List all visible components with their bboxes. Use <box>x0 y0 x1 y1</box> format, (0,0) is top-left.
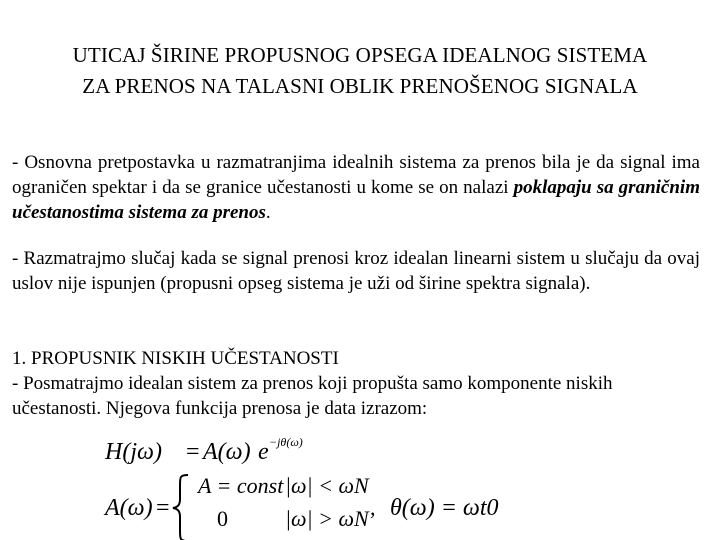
section-line-2: učestanosti. Njegova funkcija prenosa je data izrazom: <box>12 398 428 419</box>
section-line-1: - Posmatrajmo idealan sistem za prenos koji propušta samo komponente niskih <box>12 373 613 394</box>
formula-H-A: A(ω) <box>203 439 251 465</box>
formula-H-exponent: −jθ(ω) <box>269 435 303 449</box>
paragraph-assumption-end: . <box>265 202 271 223</box>
formula-svg <box>0 425 720 540</box>
paragraph-assumption <box>12 150 700 225</box>
paragraph-case: - Razmatrajmo slučaj kada se signal prenosi kroz idealan linearni sistem u slučaju da ovaj uslov nije ispunjen (propusni opseg sistema je uži od širine spektra signala). <box>12 248 700 294</box>
formula-case1-value: A = const <box>198 473 284 498</box>
paragraph-assumption-text: - Osnovna pretpostavka u razmatranjima idealnih sistema za prenos bila je da signal ima ograničen spektar i da se granice učestanosti u kome se on nalazi <box>12 152 700 198</box>
formula-A-lhs: A(ω) <box>105 495 153 521</box>
formula-A-eq: = <box>156 495 170 521</box>
title-line-2: ZA PRENOS NA TALASNI OBLIK PRENOŠENOG SIGNALA <box>82 74 638 98</box>
title-line-1: UTICAJ ŠIRINE PROPUSNOG OPSEGA IDEALNOG SISTEMA <box>72 43 648 67</box>
formula-H-e: e <box>258 439 269 465</box>
cases-brace-icon <box>173 475 188 540</box>
formula-H-lhs: H(jω) <box>105 439 162 465</box>
section-heading: 1. PROPUSNIK NISKIH UČESTANOSTI <box>12 348 339 369</box>
formula-case2-condition: |ω| > ωN <box>285 506 369 531</box>
formula-case1-condition: |ω| < ωN <box>285 473 369 498</box>
formula-H-eq: = <box>186 439 200 465</box>
transfer-function-formula <box>0 425 720 540</box>
section-lowpass <box>12 346 712 421</box>
formula-case2-value: 0 <box>217 506 228 531</box>
formula-theta: θ(ω) = ωt0 <box>390 495 499 521</box>
slide-title <box>0 40 720 102</box>
formula-comma: , <box>370 495 376 520</box>
paragraph-assumption-emphasis: poklapaju sa graničnim učestanostima sistema za prenos <box>12 177 700 223</box>
